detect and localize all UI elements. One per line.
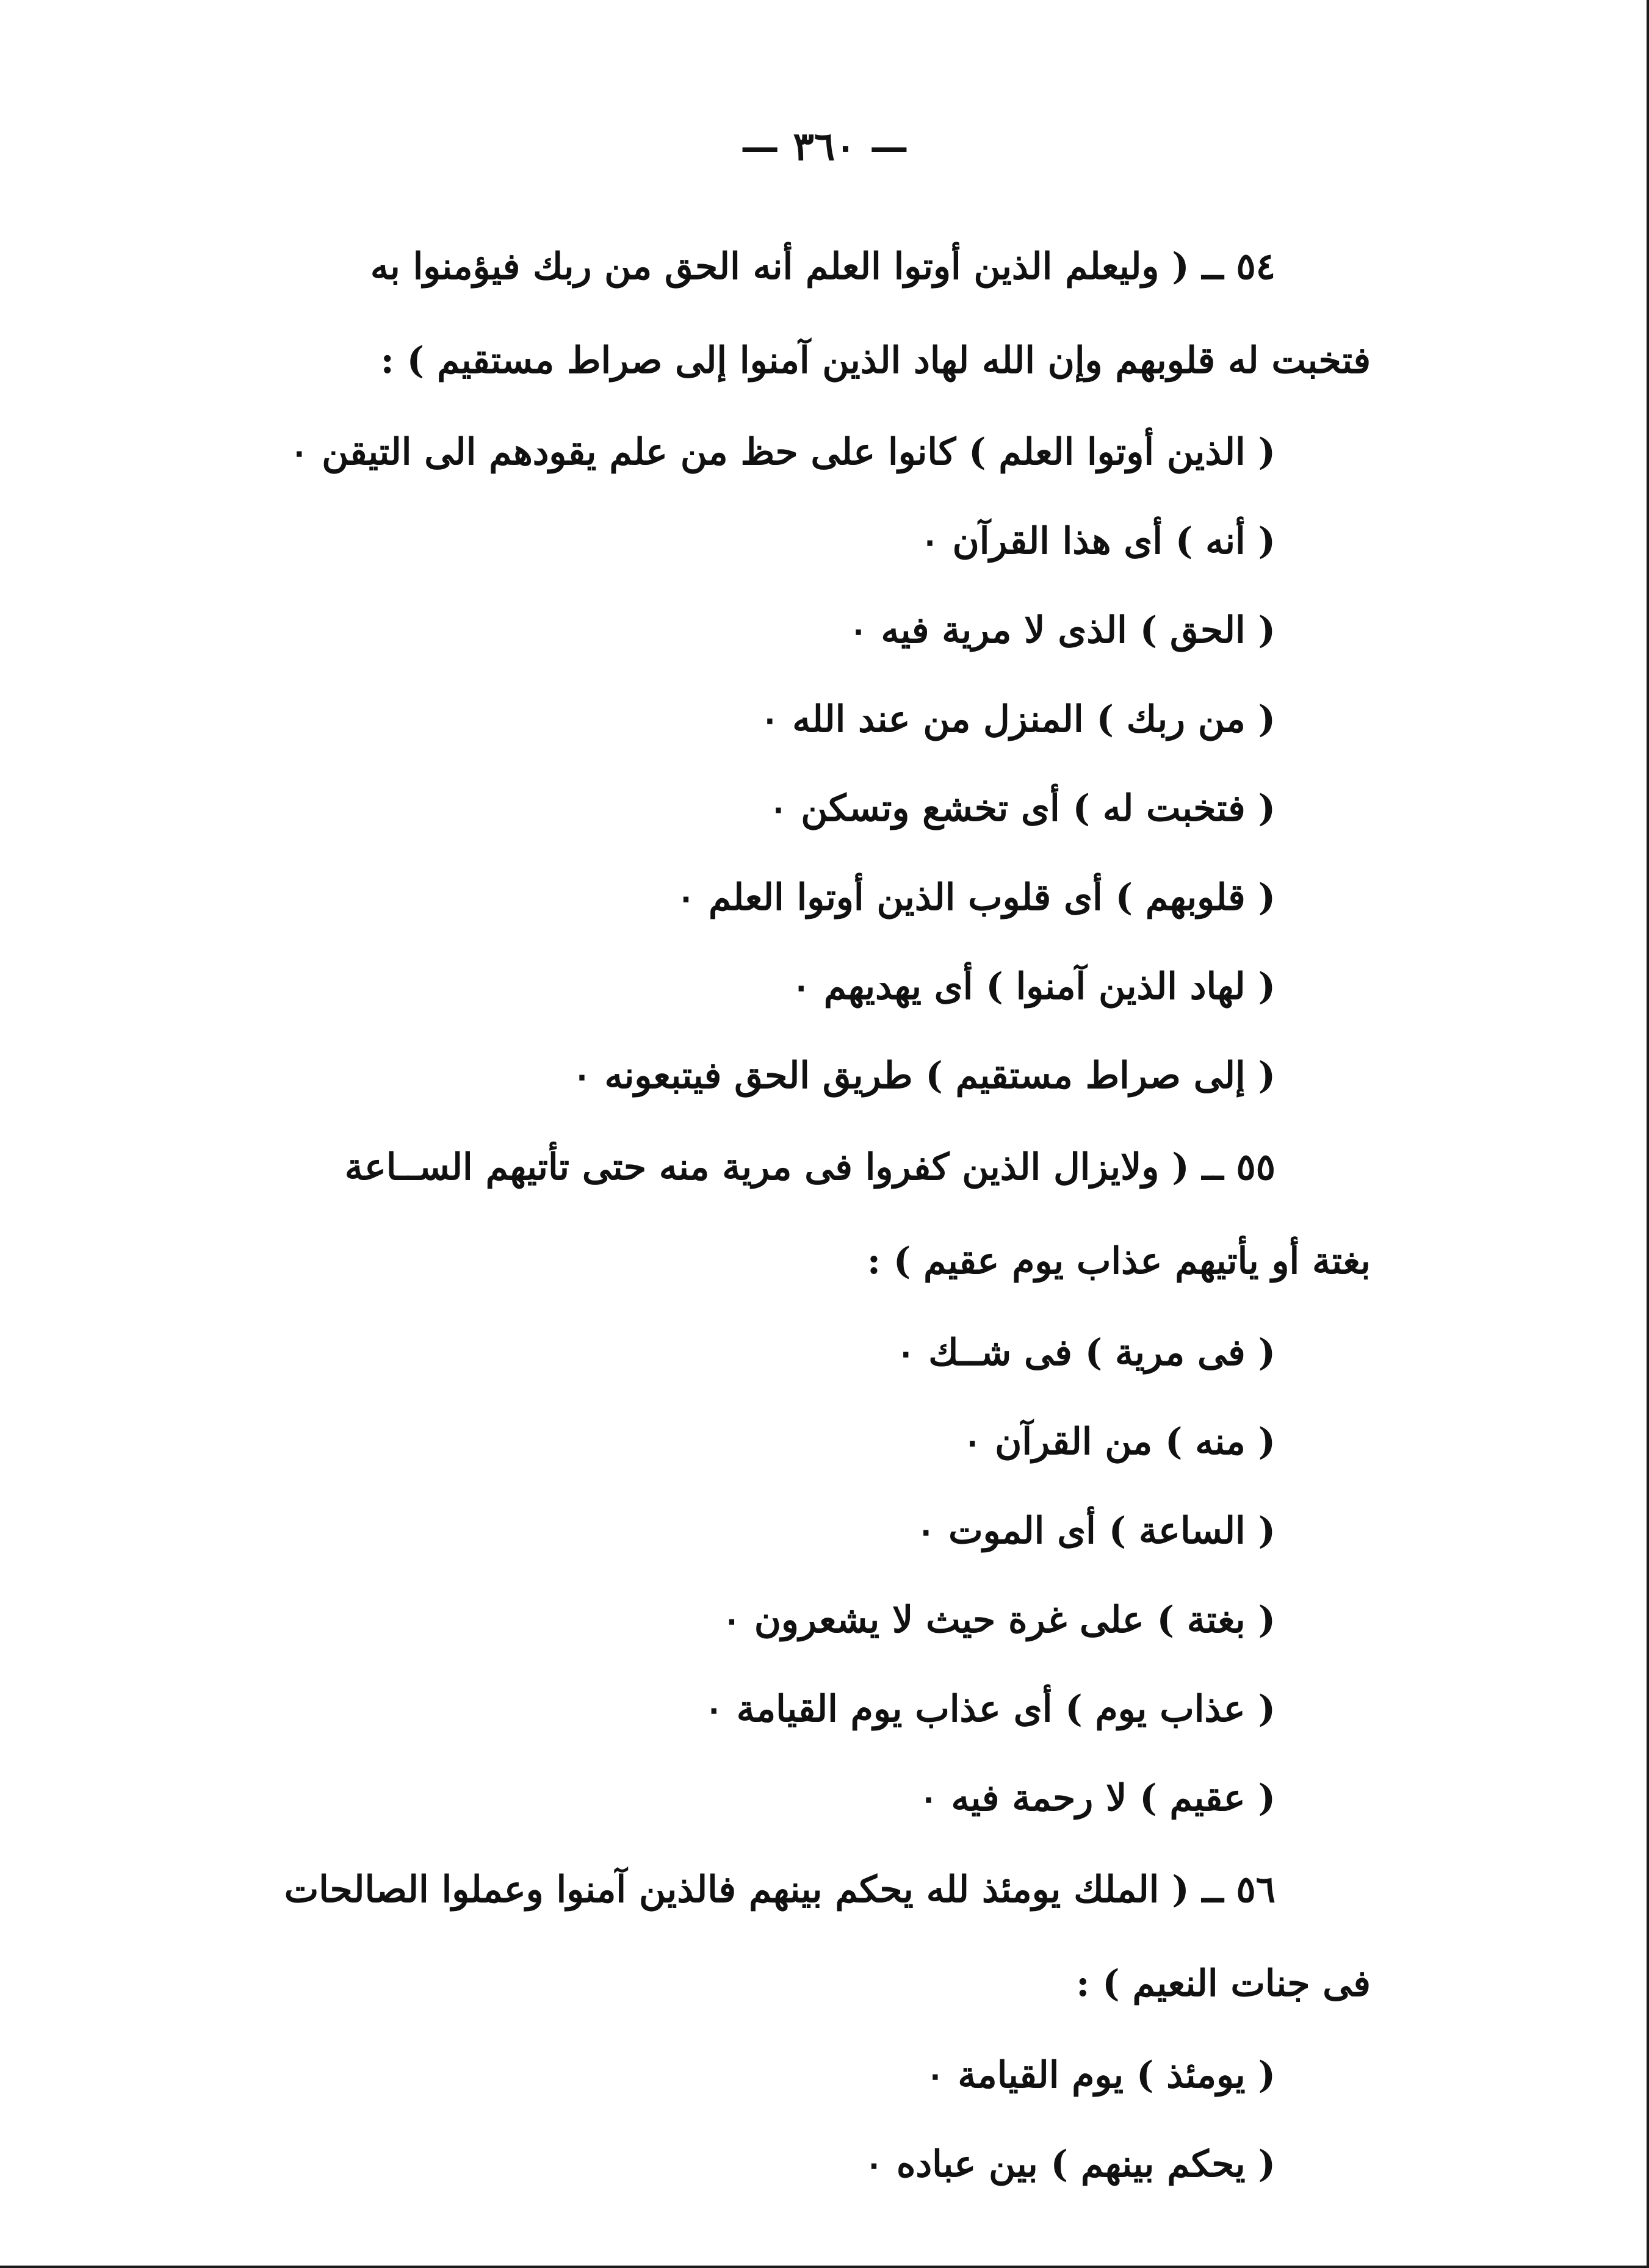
gloss-line: ( فتخبت له ) أى تخشع وتسكن ٠ [768,787,1276,830]
gloss-line: ( فى مرية ) فى شــك ٠ [896,1331,1276,1374]
page-content [212,220,1371,2209]
verse-line: ٥٤ ــ ( وليعلم الذين أوتوا العلم أنه الحق من ربك فيؤمنوا به [370,245,1276,288]
verse-line: فتخبت له قلوبهم وإن الله لهاد الذين آمنوا إلى صراط مستقيم ) : [380,339,1371,382]
verse-54 [212,220,1371,408]
gloss-line: ( عقيم ) لا رحمة فيه ٠ [918,1777,1276,1820]
gloss-line: ( عذاب يوم ) أى عذاب يوم القيامة ٠ [704,1688,1276,1730]
verse-line: فى جنات النعيم ) : [1076,1962,1371,2005]
gloss-line: ( منه ) من القرآن ٠ [962,1420,1276,1463]
gloss-line: ( الحق ) الذى لا مرية فيه ٠ [848,609,1276,652]
gloss-line: ( يحكم بينهم ) بين عباده ٠ [864,2143,1276,2186]
gloss-line: ( بغتة ) على غرة حيث لا يشعرون ٠ [721,1599,1276,1641]
verse-56 [212,1843,1371,2031]
gloss-line: ( إلى صراط مستقيم ) طريق الحق فيتبعونه ٠ [572,1054,1276,1097]
verse-line: بغتة أو يأتيهم عذاب يوم عقيم ) : [867,1240,1371,1283]
verse-line: ٥٦ ــ ( الملك يومئذ لله يحكم بينهم فالذين آمنوا وعملوا الصالحات [284,1868,1276,1911]
gloss-line: ( الساعة ) أى الموت ٠ [916,1510,1276,1552]
gloss-line: ( قلوبهم ) أى قلوب الذين أوتوا العلم ٠ [676,876,1276,919]
verse-line: ٥٥ ــ ( ولايزال الذين كفروا فى مرية منه حتى تأتيهم الســاعة [344,1146,1276,1189]
gloss-line: ( يومئذ ) يوم القيامة ٠ [925,2054,1276,2097]
gloss-line: ( لهاد الذين آمنوا ) أى يهديهم ٠ [791,965,1276,1008]
gloss-line: ( من ربك ) المنزل من عند الله ٠ [760,698,1276,741]
verse-55 [212,1120,1371,1308]
page-number: — ٣٦٠ — [740,124,909,170]
gloss-line: ( أنه ) أى هذا القرآن ٠ [920,520,1276,563]
gloss-line: ( الذين أوتوا العلم ) كانوا على حظ من علم يقودهم الى التيقن ٠ [289,431,1276,473]
